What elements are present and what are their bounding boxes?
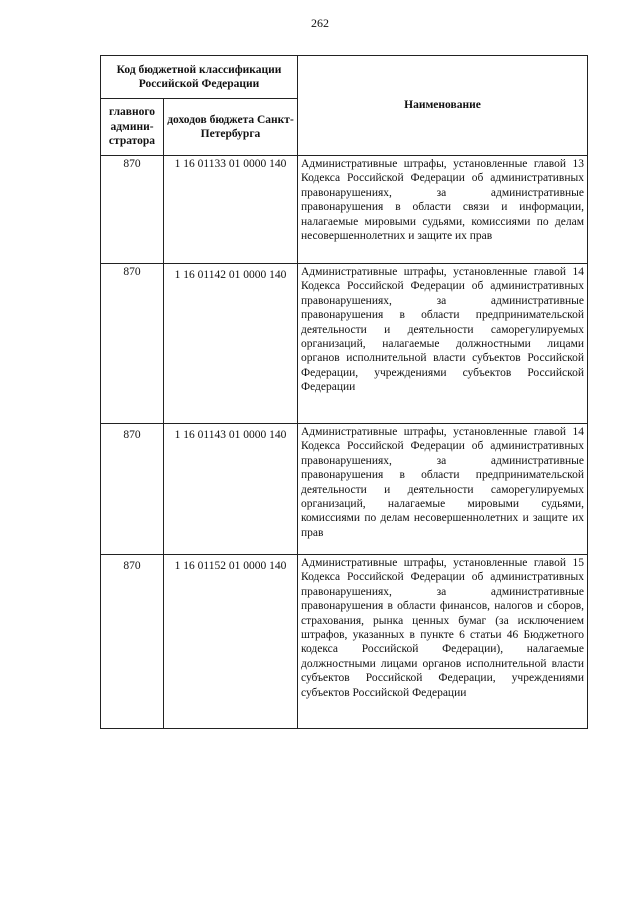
admin-code-cell: 870 (101, 424, 164, 555)
description-cell: Административные штрафы, установленные главой 15 Кодекса Российской Федерации об административных правонарушениях, за административные правонарушения в области финансов, налогов и сборов, страхования, рынка ценных бумаг (за исключением штрафов, указанных в пункте 6 статьи 46 Бюджетного кодекса Российской Федерации), налагаемые должностными лицами органов исполнительной власти субъектов Российской Федерации, учреждениями субъектов Российской Федерации (298, 555, 588, 729)
admin-code-cell: 870 (101, 156, 164, 264)
description-cell: Административные штрафы, установленные главой 13 Кодекса Российской Федерации об административных правонарушениях, за административные правонарушения в области связи и информации, налагаемые мировыми судьями, комиссиями по делам несовершеннолетних и защите их прав (298, 156, 588, 264)
name-column-header: Наименование (298, 56, 588, 156)
description-cell: Административные штрафы, установленные главой 14 Кодекса Российской Федерации об административных правонарушениях, за административные правонарушения в области предпринимательской деятельности и деятельности саморегулируемых организаций, налагаемые должностными лицами органов исполнительной власти субъектов Российской Федерации, учреждениями субъектов Российской Федерации (298, 264, 588, 424)
revenue-code-cell: 1 16 01143 01 0000 140 (164, 424, 298, 555)
revenue-column-header: доходов бюджета Санкт-Петербурга (164, 99, 298, 156)
admin-code-cell: 870 (101, 264, 164, 424)
budget-classification-table (100, 55, 588, 729)
table-row (101, 156, 588, 264)
revenue-code-cell: 1 16 01142 01 0000 140 (164, 264, 298, 424)
classification-code-header: Код бюджетной классификации Российской Федерации (101, 56, 298, 99)
table-row (101, 555, 588, 729)
admin-code-cell: 870 (101, 555, 164, 729)
table-row (101, 264, 588, 424)
page-number: 262 (311, 16, 329, 30)
revenue-code-cell: 1 16 01152 01 0000 140 (164, 555, 298, 729)
table-row (101, 424, 588, 555)
description-cell: Административные штрафы, установленные главой 14 Кодекса Российской Федерации об административных правонарушениях, за административные правонарушения в области предпринимательской деятельности и деятельности саморегулируемых организаций, налагаемые мировыми судьями, комиссиями по делам несовершеннолетних и защите их прав (298, 424, 588, 555)
revenue-code-cell: 1 16 01133 01 0000 140 (164, 156, 298, 264)
admin-column-header: главного админи-стратора (101, 99, 164, 156)
